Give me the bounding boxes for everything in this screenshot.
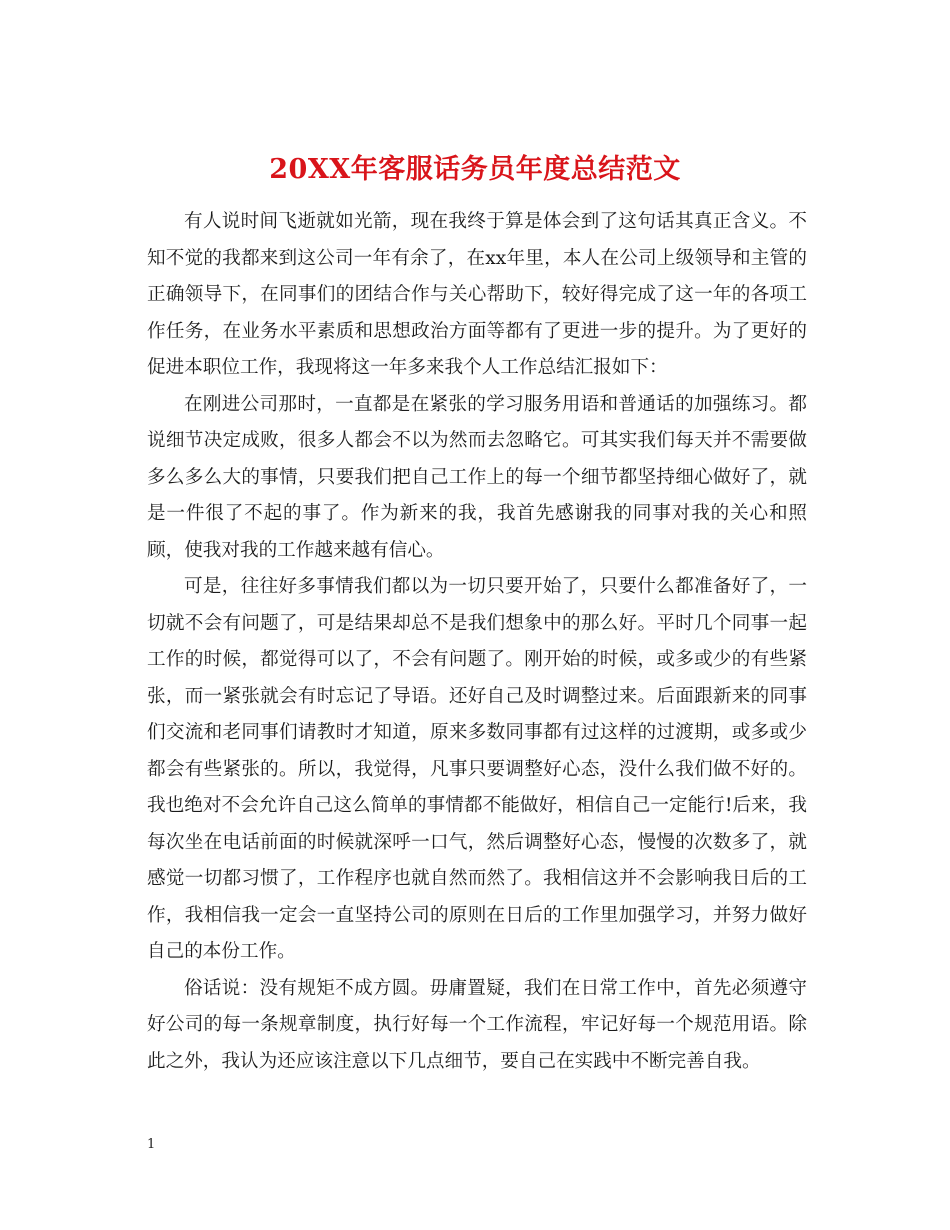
document-body [147, 204, 807, 1080]
page-number: 1 [147, 1137, 156, 1152]
paragraph-1: 有人说时间飞逝就如光箭，现在我终于算是体会到了这句话其真正含义。不知不觉的我都来到这公司一年有余了，在xx年里，本人在公司上级领导和主管的正确领导下，在同事们的团结合作与关心帮助下，较好得完成了这一年的各项工作任务，在业务水平素质和思想政治方面等都有了更进一步的提升。为了更好的促进本职位工作，我现将这一年多来我个人工作总结汇报如下： [147, 211, 807, 378]
paragraph-4: 俗话说：没有规矩不成方圆。毋庸置疑，我们在日常工作中，首先必须遵守好公司的每一条规章制度，执行好每一个工作流程，牢记好每一个规范用语。除此之外，我认为还应该注意以下几点细节，要自己在实践中不断完善自我。 [147, 977, 807, 1072]
paragraph-3: 可是，往往好多事情我们都以为一切只要开始了，只要什么都准备好了，一切就不会有问题了，可是结果却总不是我们想象中的那么好。平时几个同事一起工作的时候，都觉得可以了，不会有问题了。刚开始的时候，或多或少的有些紧张，而一紧张就会有时忘记了导语。还好自己及时调整过来。后面跟新来的同事们交流和老同事们请教时才知道，原来多数同事都有过这样的过渡期，或多或少都会有些紧张的。所以，我觉得，凡事只要调整好心态，没什么我们做不好的。我也绝对不会允许自己这么简单的事情都不能做好，相信自己一定能行!后来，我每次坐在电话前面的时候就深呼一口气，然后调整好心态，慢慢的次数多了，就感觉一切都习惯了，工作程序也就自然而然了。我相信这并不会影响我日后的工作，我相信我一定会一直坚持公司的原则在日后的工作里加强学习，并努力做好自己的本份工作。 [147, 576, 807, 962]
paragraph-2: 在刚进公司那时，一直都是在紧张的学习服务用语和普通话的加强练习。都说细节决定成败，很多人都会不以为然而去忽略它。可其实我们每天并不需要做多么多么大的事情，只要我们把自己工作上的每一个细节都坚持细心做好了，就是一件很了不起的事了。作为新来的我，我首先感谢我的同事对我的关心和照顾，使我对我的工作越来越有信心。 [147, 393, 807, 561]
document-title: 20XX年客服话务员年度总结范文 [269, 154, 681, 186]
